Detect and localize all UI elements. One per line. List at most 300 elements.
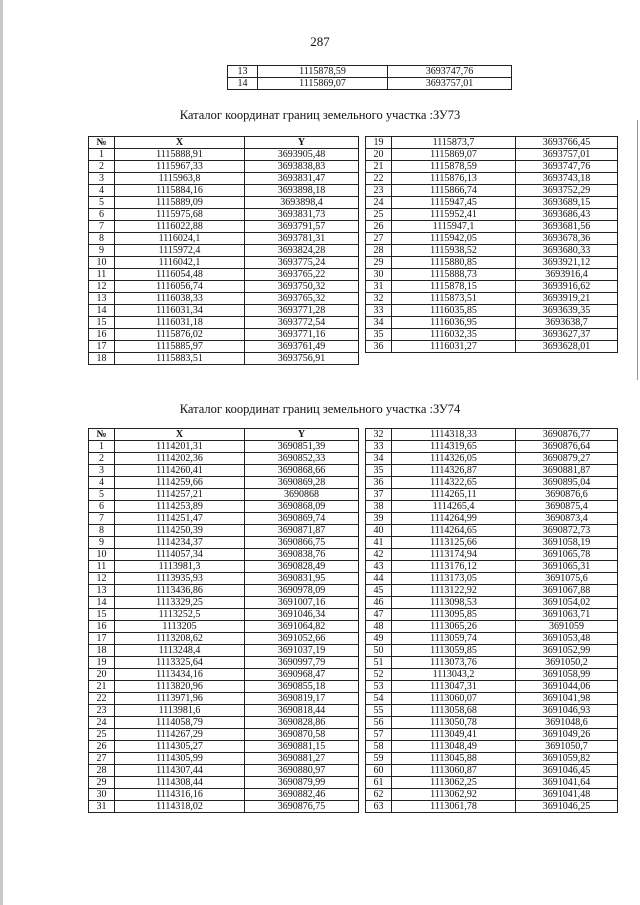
coord-x: 1114307,44 [115, 765, 245, 777]
point-number: 45 [366, 585, 392, 597]
table-row [89, 489, 359, 501]
table-row [228, 78, 512, 90]
coord-y: 3693838,83 [245, 161, 359, 173]
coord-x: 1113059,74 [392, 633, 516, 645]
coord-y: 3691046,93 [516, 705, 618, 717]
point-number: 31 [89, 801, 115, 813]
coord-y: 3690868,66 [245, 465, 359, 477]
coord-y: 3690880,97 [245, 765, 359, 777]
coord-x: 1113059,85 [392, 645, 516, 657]
coord-y: 3693919,21 [516, 293, 618, 305]
coord-y: 3691046,45 [516, 765, 618, 777]
coord-y: 3690882,46 [245, 789, 359, 801]
point-number: 3 [89, 465, 115, 477]
table-row [366, 329, 618, 341]
coord-y: 3691052,66 [245, 633, 359, 645]
coord-x: 1116024,1 [115, 233, 245, 245]
coord-y: 3690879,27 [516, 453, 618, 465]
table-row [366, 269, 618, 281]
point-number: 21 [366, 161, 392, 173]
coord-y: 3690852,33 [245, 453, 359, 465]
coord-x: 1115947,1 [392, 221, 516, 233]
point-number: 41 [366, 537, 392, 549]
coord-y: 3693775,24 [245, 257, 359, 269]
table-row [89, 513, 359, 525]
table-row [89, 161, 359, 173]
table-row [89, 453, 359, 465]
point-number: 63 [366, 801, 392, 813]
point-number: 34 [366, 317, 392, 329]
point-number: 22 [89, 693, 115, 705]
point-number: 33 [366, 441, 392, 453]
coord-x: 1115866,74 [392, 185, 516, 197]
coord-x: 1115873,7 [392, 137, 516, 149]
table-row [89, 441, 359, 453]
coord-y: 3690895,04 [516, 477, 618, 489]
coord-x: 1114251,47 [115, 513, 245, 525]
coord-x: 1115869,07 [392, 149, 516, 161]
coord-y: 3691049,26 [516, 729, 618, 741]
point-number: 16 [89, 621, 115, 633]
coord-x: 1114322,65 [392, 477, 516, 489]
point-number: 27 [89, 753, 115, 765]
coord-x: 1113048,49 [392, 741, 516, 753]
coord-y: 3693781,31 [245, 233, 359, 245]
coord-x: 1114326,05 [392, 453, 516, 465]
table-row [366, 777, 618, 789]
coord-x: 1115963,8 [115, 173, 245, 185]
coord-x: 1113436,86 [115, 585, 245, 597]
coord-y: 3690838,76 [245, 549, 359, 561]
coord-y: 3691058,19 [516, 537, 618, 549]
point-number: 7 [89, 513, 115, 525]
table-row [89, 681, 359, 693]
table-row [89, 501, 359, 513]
coord-x: 1115942,05 [392, 233, 516, 245]
scan-edge [0, 0, 3, 905]
coord-x: 1113173,05 [392, 573, 516, 585]
coord-y: 3693743,18 [516, 173, 618, 185]
coord-y: 3691075,6 [516, 573, 618, 585]
point-number: 6 [89, 209, 115, 221]
coord-y: 3693898,4 [245, 197, 359, 209]
table-row [366, 477, 618, 489]
point-number: 37 [366, 489, 392, 501]
coord-x: 1115967,33 [115, 161, 245, 173]
coord-x: 1113205 [115, 621, 245, 633]
coord-y: 3693681,56 [516, 221, 618, 233]
coord-y: 3691053,48 [516, 633, 618, 645]
point-number: 23 [366, 185, 392, 197]
coord-y: 3691041,48 [516, 789, 618, 801]
coord-y: 3693765,32 [245, 293, 359, 305]
coord-x: 1113045,88 [392, 753, 516, 765]
coord-x: 1114326,87 [392, 465, 516, 477]
point-number: 19 [89, 657, 115, 669]
point-number: 5 [89, 197, 115, 209]
coord-y: 3690876,6 [516, 489, 618, 501]
table-row [89, 537, 359, 549]
table-row [366, 573, 618, 585]
point-number: 29 [366, 257, 392, 269]
coord-y: 3691064,82 [245, 621, 359, 633]
point-number: 17 [89, 341, 115, 353]
coord-x: 1115975,68 [115, 209, 245, 221]
table-row [89, 293, 359, 305]
point-number: 35 [366, 329, 392, 341]
point-number: 35 [366, 465, 392, 477]
coord-y: 3690978,09 [245, 585, 359, 597]
point-number: 30 [89, 789, 115, 801]
coord-y: 3693638,7 [516, 317, 618, 329]
point-number: 8 [89, 525, 115, 537]
point-number: 28 [89, 765, 115, 777]
point-number: 24 [366, 197, 392, 209]
table-row [89, 789, 359, 801]
coord-x: 1116032,35 [392, 329, 516, 341]
point-number: 8 [89, 233, 115, 245]
col-header-y: Y [245, 137, 359, 149]
point-number: 53 [366, 681, 392, 693]
coord-y: 3691050,7 [516, 741, 618, 753]
table-row [366, 465, 618, 477]
coord-x: 1114316,16 [115, 789, 245, 801]
coord-x: 1116031,18 [115, 317, 245, 329]
coord-y: 3690855,18 [245, 681, 359, 693]
table-row [366, 621, 618, 633]
coord-x: 1114201,31 [115, 441, 245, 453]
point-number: 30 [366, 269, 392, 281]
point-number: 13 [89, 293, 115, 305]
point-number: 16 [89, 329, 115, 341]
coord-x: 1114257,21 [115, 489, 245, 501]
coord-x: 1113047,31 [392, 681, 516, 693]
table-row [366, 681, 618, 693]
table-row [89, 233, 359, 245]
coord-x: 1114264,65 [392, 525, 516, 537]
coord-y: 3691046,34 [245, 609, 359, 621]
coord-x: 1113935,93 [115, 573, 245, 585]
table-row [89, 465, 359, 477]
coord-y: 3690875,4 [516, 501, 618, 513]
table-row [366, 233, 618, 245]
coord-y: 3693689,15 [516, 197, 618, 209]
col-header-x: X [115, 137, 245, 149]
coord-y: 3693898,18 [245, 185, 359, 197]
coord-y: 3690818,44 [245, 705, 359, 717]
point-number: 55 [366, 705, 392, 717]
coord-y: 3690869,28 [245, 477, 359, 489]
table-row [366, 537, 618, 549]
table-row [366, 281, 618, 293]
coord-y: 3693831,47 [245, 173, 359, 185]
point-number: 62 [366, 789, 392, 801]
coord-y: 3690879,99 [245, 777, 359, 789]
point-number: 10 [89, 549, 115, 561]
coord-x: 1115876,02 [115, 329, 245, 341]
table-row [366, 137, 618, 149]
coord-x: 1114319,65 [392, 441, 516, 453]
coord-y: 3690881,87 [516, 465, 618, 477]
point-number: 18 [89, 353, 115, 365]
table-row [89, 257, 359, 269]
point-number: 22 [366, 173, 392, 185]
coord-x: 1115883,51 [115, 353, 245, 365]
coord-y: 3691054,02 [516, 597, 618, 609]
coord-x: 1114308,44 [115, 777, 245, 789]
coord-y: 3693824,28 [245, 245, 359, 257]
point-number: 6 [89, 501, 115, 513]
coord-x: 1113434,16 [115, 669, 245, 681]
point-number: 13 [89, 585, 115, 597]
table-row [89, 329, 359, 341]
table-row [366, 293, 618, 305]
point-number: 24 [89, 717, 115, 729]
coord-x: 1113062,25 [392, 777, 516, 789]
point-number: 1 [89, 149, 115, 161]
table-row [89, 585, 359, 597]
coord-y: 3693756,91 [245, 353, 359, 365]
table-row [89, 753, 359, 765]
table-row [89, 197, 359, 209]
coord-x: 1115952,41 [392, 209, 516, 221]
table-row [366, 789, 618, 801]
point-number: 61 [366, 777, 392, 789]
coord-y: 3691065,78 [516, 549, 618, 561]
coord-x: 1114202,36 [115, 453, 245, 465]
coord-y: 3693771,16 [245, 329, 359, 341]
table-row [89, 477, 359, 489]
table-row [89, 741, 359, 753]
point-number: 17 [89, 633, 115, 645]
coord-x: 1115873,51 [392, 293, 516, 305]
coord-y: 3693765,22 [245, 269, 359, 281]
coord-x: 1114305,27 [115, 741, 245, 753]
table-row [366, 161, 618, 173]
coord-x: 1114253,89 [115, 501, 245, 513]
coord-x: 1115878,15 [392, 281, 516, 293]
coord-x: 1113065,26 [392, 621, 516, 633]
point-number: 20 [89, 669, 115, 681]
table-row [366, 197, 618, 209]
table-row [89, 173, 359, 185]
table-row [89, 621, 359, 633]
coord-y: 3690828,86 [245, 717, 359, 729]
point-number: 57 [366, 729, 392, 741]
point-number: 54 [366, 693, 392, 705]
point-number: 38 [366, 501, 392, 513]
point-number: 34 [366, 453, 392, 465]
table-row [89, 669, 359, 681]
point-number: 42 [366, 549, 392, 561]
coord-y: 3693772,54 [245, 317, 359, 329]
catalog-zu74-table-left [88, 428, 359, 813]
table-row [366, 441, 618, 453]
coord-x: 1113060,07 [392, 693, 516, 705]
point-number: 43 [366, 561, 392, 573]
point-number: 5 [89, 489, 115, 501]
coord-x: 1114267,29 [115, 729, 245, 741]
table-row [89, 693, 359, 705]
coord-x: 1115888,91 [115, 149, 245, 161]
coord-x: 1115889,09 [115, 197, 245, 209]
table-row [89, 269, 359, 281]
table-row [89, 353, 359, 365]
continuation-table [227, 65, 512, 90]
table-row [366, 341, 618, 353]
table-row [366, 429, 618, 441]
coord-x: 1114260,41 [115, 465, 245, 477]
coord-y: 3693628,01 [516, 341, 618, 353]
coord-x: 1113820,96 [115, 681, 245, 693]
coord-x: 1113050,78 [392, 717, 516, 729]
coord-y: 3693921,12 [516, 257, 618, 269]
point-number: 46 [366, 597, 392, 609]
point-number: 14 [89, 597, 115, 609]
coord-x: 1114265,11 [392, 489, 516, 501]
coord-y: 3690866,75 [245, 537, 359, 549]
point-number: 50 [366, 645, 392, 657]
point-number: 29 [89, 777, 115, 789]
coord-y: 3693747,76 [516, 161, 618, 173]
table-row [89, 549, 359, 561]
table-row [366, 501, 618, 513]
table-row [366, 597, 618, 609]
coord-y: 3691041,98 [516, 693, 618, 705]
point-number: 60 [366, 765, 392, 777]
point-number: 20 [366, 149, 392, 161]
point-number: 11 [89, 269, 115, 281]
point-number: 44 [366, 573, 392, 585]
catalog-zu74-table-right [365, 428, 618, 813]
coord-x: 1116031,34 [115, 305, 245, 317]
coord-y: 3690997,79 [245, 657, 359, 669]
coord-x: 1115888,73 [392, 269, 516, 281]
table-row [89, 597, 359, 609]
coord-x: 1115938,52 [392, 245, 516, 257]
coord-y: 3690881,27 [245, 753, 359, 765]
coord-x: 1113122,92 [392, 585, 516, 597]
coord-y: 3693761,49 [245, 341, 359, 353]
coord-y: 3693757,01 [516, 149, 618, 161]
table-row [89, 341, 359, 353]
catalog-zu74-title: Каталог координат границ земельного участка :ЗУ74 [179, 402, 461, 416]
table-row [89, 729, 359, 741]
catalog-zu73-table-left [88, 136, 359, 365]
point-number: 33 [366, 305, 392, 317]
coord-y: 3693757,01 [388, 78, 512, 90]
point-number: 19 [366, 137, 392, 149]
coord-x: 1114259,66 [115, 477, 245, 489]
table-row [89, 801, 359, 813]
coord-y: 3691065,31 [516, 561, 618, 573]
point-number: 47 [366, 609, 392, 621]
point-number: 28 [366, 245, 392, 257]
coord-y: 3693680,33 [516, 245, 618, 257]
table-row [366, 257, 618, 269]
coord-x: 1113971,96 [115, 693, 245, 705]
coord-y: 3690876,77 [516, 429, 618, 441]
coord-y: 3691041,64 [516, 777, 618, 789]
coord-y: 3690881,15 [245, 741, 359, 753]
coord-x: 1113981,3 [115, 561, 245, 573]
table-row [366, 489, 618, 501]
table-row [366, 717, 618, 729]
table-row [366, 317, 618, 329]
table-row [366, 173, 618, 185]
table-row [366, 753, 618, 765]
point-number: 52 [366, 669, 392, 681]
table-row [366, 765, 618, 777]
coord-x: 1115878,59 [392, 161, 516, 173]
table-row [366, 741, 618, 753]
coord-x: 1115876,13 [392, 173, 516, 185]
coord-x: 1113325,64 [115, 657, 245, 669]
coord-x: 1115884,16 [115, 185, 245, 197]
point-number: 9 [89, 537, 115, 549]
coord-x: 1115972,4 [115, 245, 245, 257]
coord-y: 3690868 [245, 489, 359, 501]
coord-y: 3691059 [516, 621, 618, 633]
point-number: 18 [89, 645, 115, 657]
coord-x: 1115869,07 [258, 78, 388, 90]
coord-y: 3693916,62 [516, 281, 618, 293]
coord-x: 1113174,94 [392, 549, 516, 561]
table-row [228, 66, 512, 78]
point-number: 23 [89, 705, 115, 717]
coord-y: 3691037,19 [245, 645, 359, 657]
coord-x: 1115947,45 [392, 197, 516, 209]
point-number: 26 [366, 221, 392, 233]
coord-y: 3690831,95 [245, 573, 359, 585]
point-number: 15 [89, 609, 115, 621]
col-header-x: X [115, 429, 245, 441]
coord-y: 3691007,16 [245, 597, 359, 609]
coord-y: 3693639,35 [516, 305, 618, 317]
coord-x: 1114264,99 [392, 513, 516, 525]
col-header-number: № [89, 137, 115, 149]
point-number: 13 [228, 66, 258, 78]
coord-y: 3693771,28 [245, 305, 359, 317]
point-number: 51 [366, 657, 392, 669]
table-row [89, 281, 359, 293]
table-row [366, 633, 618, 645]
table-row [366, 221, 618, 233]
col-header-number: № [89, 429, 115, 441]
coord-x: 1114250,39 [115, 525, 245, 537]
coord-y: 3693627,37 [516, 329, 618, 341]
point-number: 7 [89, 221, 115, 233]
coord-y: 3691052,99 [516, 645, 618, 657]
table-row [366, 657, 618, 669]
point-number: 1 [89, 441, 115, 453]
point-number: 59 [366, 753, 392, 765]
point-number: 2 [89, 161, 115, 173]
coord-y: 3691063,71 [516, 609, 618, 621]
coord-x: 1113062,92 [392, 789, 516, 801]
coord-x: 1113252,5 [115, 609, 245, 621]
coord-x: 1113049,41 [392, 729, 516, 741]
point-number: 32 [366, 429, 392, 441]
point-number: 12 [89, 573, 115, 585]
coord-x: 1113095,85 [392, 609, 516, 621]
table-row [89, 765, 359, 777]
coord-y: 3691048,6 [516, 717, 618, 729]
point-number: 14 [228, 78, 258, 90]
coord-x: 1113098,53 [392, 597, 516, 609]
table-row [89, 717, 359, 729]
coord-y: 3691059,82 [516, 753, 618, 765]
